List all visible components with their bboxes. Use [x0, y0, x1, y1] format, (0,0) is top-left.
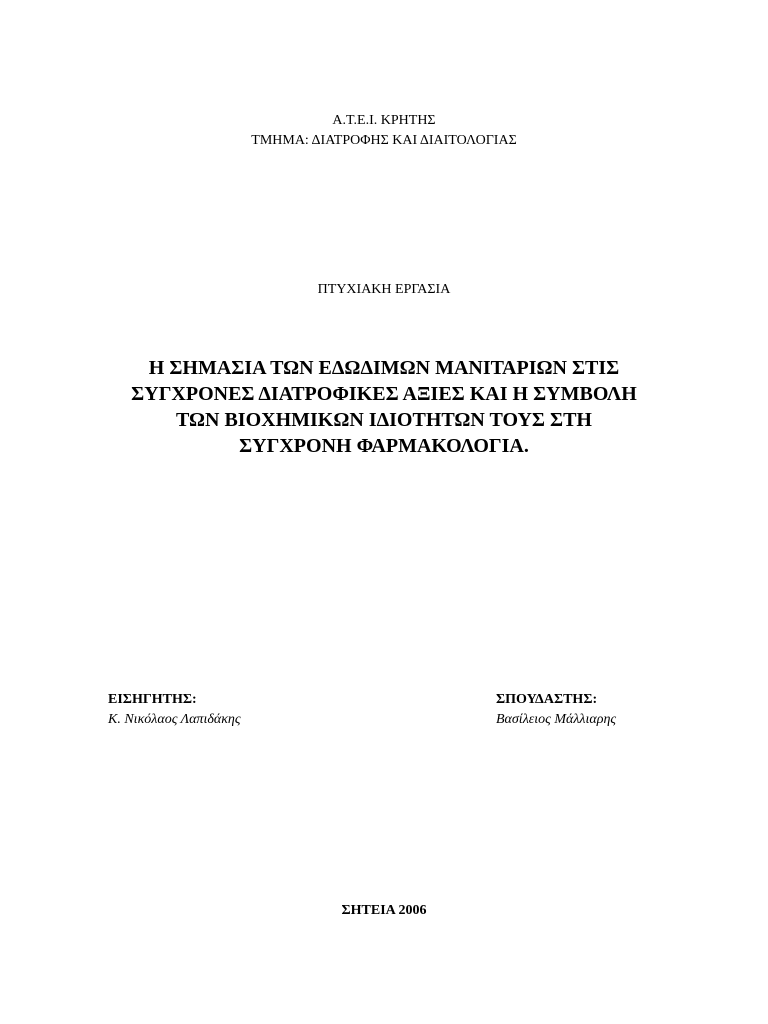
title-line: ΣΥΓΧΡΟΝΗ ΦΑΡΜΑΚΟΛΟΓΙΑ. [239, 435, 529, 457]
supervisor-role: ΕΙΣΗΓΗΤΗΣ: [108, 692, 197, 707]
student-name: Βασίλειος Μάλλιαρης [496, 712, 617, 727]
student-block [496, 690, 616, 730]
supervisor-block [108, 690, 241, 730]
institution-name: Α.Τ.Ε.Ι. ΚΡΗΤΗΣ [332, 113, 436, 128]
thesis-type: ΠΤΥΧΙΑΚΗ ΕΡΓΑΣΙΑ [317, 282, 451, 297]
title-line: ΤΩΝ ΒΙΟΧΗΜΙΚΩΝ ΙΔΙΟΤΗΤΩΝ ΤΟΥΣ ΣΤΗ [176, 409, 592, 431]
supervisor-name: Κ. Νικόλαος Λαπιδάκης [108, 712, 241, 727]
title-line: Η ΣΗΜΑΣΙΑ ΤΩΝ ΕΔΩΔΙΜΩΝ ΜΑΝΙΤΑΡΙΩΝ ΣΤΙΣ [148, 357, 620, 379]
title-line: ΣΥΓΧΡΟΝΕΣ ΔΙΑΤΡΟΦΙΚΕΣ ΑΞΙΕΣ ΚΑΙ Η ΣΥΜΒΟΛΗ [131, 383, 637, 405]
department-name: ΤΜΗΜΑ: ΔΙΑΤΡΟΦΗΣ ΚΑΙ ΔΙΑΙΤΟΛΟΓΙΑΣ [251, 133, 517, 148]
thesis-title [0, 355, 768, 459]
place-year: ΣΗΤΕΙΑ 2006 [341, 903, 427, 918]
student-role: ΣΠΟΥΔΑΣΤΗΣ: [496, 692, 598, 707]
